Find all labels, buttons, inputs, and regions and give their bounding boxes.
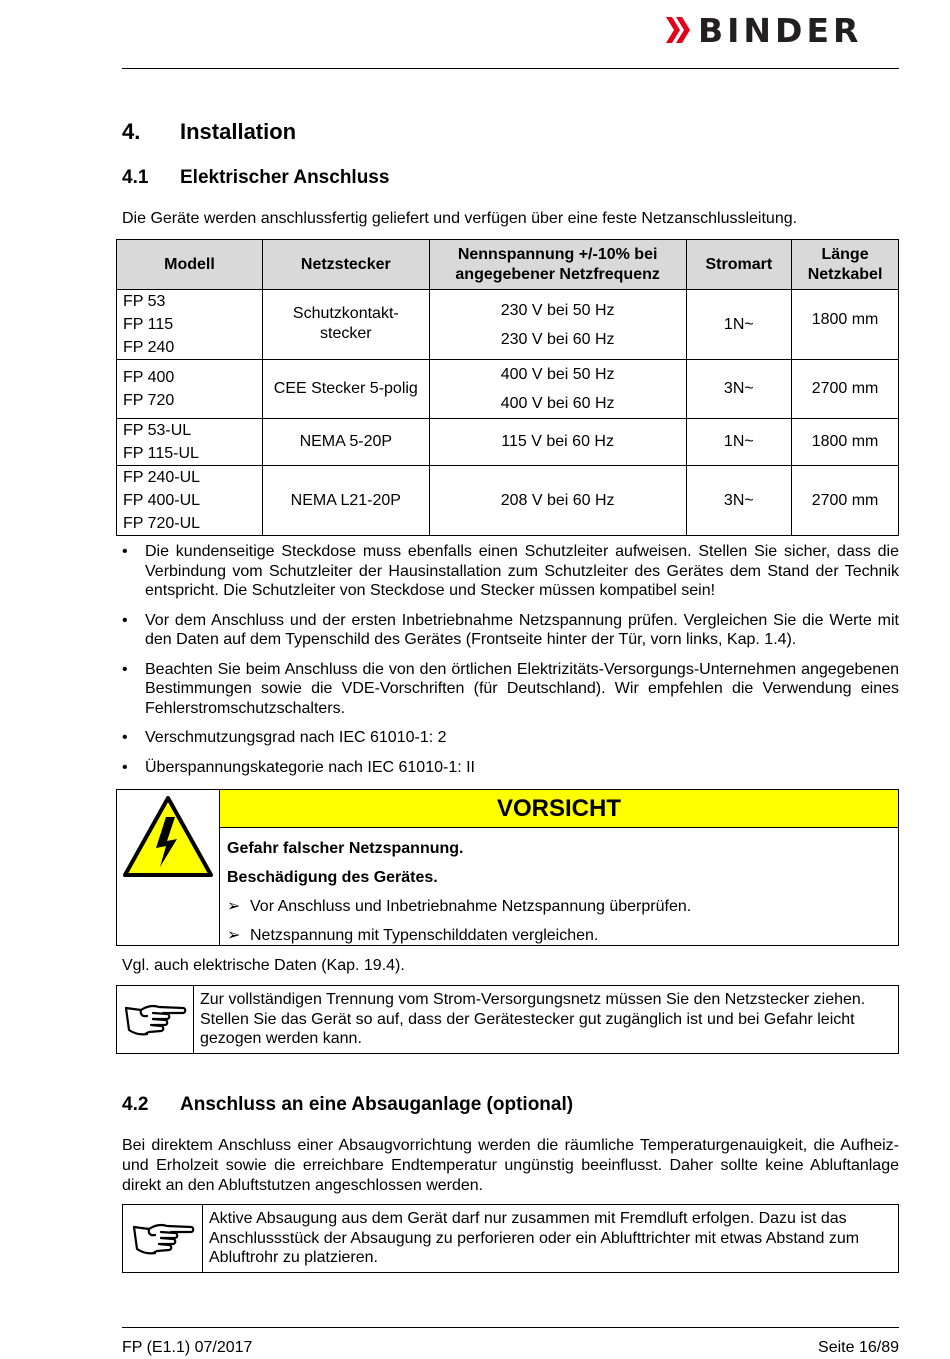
section-number: 4. [122, 119, 141, 144]
model-name: FP 720 [123, 392, 175, 409]
reference-text: Vgl. auch elektrische Daten (Kap. 19.4). [122, 957, 405, 974]
logo-text: BINDER [698, 10, 863, 50]
col-header-voltage: Nennspannung +/-10% bei angegebener Netzfrequenz [429, 240, 686, 290]
arrow-icon: ➢ [227, 927, 241, 944]
col-header-current: Stromart [686, 240, 792, 290]
subsection-title: Elektrischer Anschluss [180, 167, 390, 188]
col-header-cable-length: Länge Netzkabel [792, 240, 899, 290]
plug-cell: NEMA 5-20P [262, 419, 429, 466]
voltage-cell [429, 360, 686, 419]
electric-hazard-icon [122, 795, 214, 879]
header-rule [122, 68, 899, 69]
requirements-list [122, 542, 899, 787]
pointing-hand-icon [123, 1000, 187, 1040]
subsection-number: 4.2 [122, 1094, 149, 1115]
logo-arrow-icon [662, 13, 692, 47]
caution-step [227, 921, 892, 950]
col-header-model: Modell [117, 240, 263, 290]
plug-cell [262, 290, 429, 360]
voltage-value: 400 V bei 50 Hz [500, 366, 615, 383]
length-cell: 1800 mm [792, 290, 899, 360]
note-icon-cell [117, 986, 194, 1053]
caution-consequence: Beschädigung des Gerätes. [227, 869, 438, 886]
caution-hazard: Gefahr falscher Netzspannung. [227, 840, 464, 857]
footer-doc-id: FP (E1.1) 07/2017 [122, 1339, 253, 1356]
exhaust-paragraph: Bei direktem Anschluss einer Absaugvorrichtung werden die räumliche Temperaturgenauigkeit, die Aufheiz- und Erholzeit sowie die erreichbare Endtemperatur ungünstig beeinflusst. Daher sollte keine Abluftanlage direkt an den Abluftstutzen angeschlossen werden. [122, 1137, 899, 1194]
voltage-cell: 208 V bei 60 Hz [429, 466, 686, 536]
current-cell: 1N~ [686, 290, 792, 360]
list-item: • Vor dem Anschluss und der ersten Inbetriebnahme Netzspannung prüfen. Vergleichen Sie die Werte mit den Daten auf dem Typenschild des Gerätes (Frontseite hinter der Tür, vorn links, Kap. 1.4). [122, 611, 899, 650]
note-text: Zur vollständigen Trennung vom Strom-Versorgungsnetz müssen Sie den Netzstecker ziehen. Stellen Sie das Gerät so auf, dass der Gerätestecker gut zugänglich ist und bei Gefahr leicht gezogen werden kann. [200, 991, 866, 1047]
voltage-value: 400 V bei 60 Hz [500, 395, 615, 412]
subsection-number: 4.1 [122, 167, 149, 188]
table-row [117, 419, 899, 466]
table-row [117, 290, 899, 360]
note-text: Aktive Absaugung aus dem Gerät darf nur zusammen mit Fremdluft erfolgen. Dazu ist das Anschlussstück der Absaugung zu perforieren oder ein Ablufttrichter mit etwas Abstand zum Abluftrohr zu platzieren. [209, 1210, 860, 1266]
table-row [117, 360, 899, 419]
list-item: • Beachten Sie beim Anschluss die von den örtlichen Elektrizitäts-Versorgungs-Unternehmen angegebenen Bestimmungen sowie die VDE-Vorschriften (für Deutschland). Wir empfehlen die Verwendung eines Fehlerstromschutzschalters. [122, 660, 899, 719]
model-cell [117, 466, 263, 536]
caution-icon-cell [117, 790, 220, 945]
current-cell: 3N~ [686, 466, 792, 536]
model-name: FP 400-UL [123, 492, 201, 509]
plug-cell: NEMA L21-20P [262, 466, 429, 536]
list-item: • Überspannungskategorie nach IEC 61010-1: II [122, 758, 899, 778]
footer-rule [122, 1327, 899, 1328]
model-name: FP 53-UL [123, 422, 192, 439]
subsection-heading-4-1 [122, 167, 389, 189]
caution-step-text: Netzspannung mit Typenschilddaten vergleichen. [250, 927, 599, 944]
subsection-title: Anschluss an eine Absauganlage (optional) [180, 1094, 574, 1115]
caution-title: VORSICHT [220, 790, 898, 828]
list-item: • Die kundenseitige Steckdose muss ebenfalls einen Schutzleiter aufweisen. Stellen Sie sicher, dass die Verbindung vom Schutzleiter der Hausinstallation zum Schutzleiter des Gerätes dem Stand der Technik entspricht. Die Schutzleiter von Steckdose und Stecker müssen kompatibel sein! [122, 542, 899, 601]
pointing-hand-icon [131, 1219, 195, 1259]
list-item: • Verschmutzungsgrad nach IEC 61010-1: 2 [122, 728, 899, 748]
plug-name: Schutzkontakt-stecker [292, 305, 399, 342]
model-cell [117, 419, 263, 466]
model-name: FP 400 [123, 369, 175, 386]
model-cell [117, 360, 263, 419]
arrow-icon: ➢ [227, 898, 241, 915]
note-icon-cell [123, 1205, 203, 1272]
binder-logo [662, 12, 902, 48]
plug-cell: CEE Stecker 5-polig [262, 360, 429, 419]
caution-step-text: Vor Anschluss und Inbetriebnahme Netzspannung überprüfen. [250, 898, 692, 915]
electrical-spec-table [116, 239, 899, 536]
model-name: FP 115 [123, 316, 174, 333]
voltage-cell [429, 290, 686, 360]
model-name: FP 240 [123, 339, 175, 356]
caution-box [116, 789, 899, 946]
caution-body [227, 834, 892, 950]
length-cell: 1800 mm [792, 419, 899, 466]
subsection-heading-4-2 [122, 1094, 573, 1116]
model-name: FP 115-UL [123, 445, 199, 462]
table-header-row [117, 240, 899, 290]
length-cell: 2700 mm [792, 360, 899, 419]
voltage-cell: 115 V bei 60 Hz [429, 419, 686, 466]
model-name: FP 240-UL [123, 469, 201, 486]
caution-step [227, 892, 892, 921]
length-cell: 2700 mm [792, 466, 899, 536]
model-cell [117, 290, 263, 360]
current-cell: 1N~ [686, 419, 792, 466]
section-title: Installation [180, 119, 297, 144]
voltage-value: 230 V bei 50 Hz [500, 301, 615, 319]
model-name: FP 720-UL [123, 515, 201, 532]
note-box-exhaust [122, 1204, 899, 1273]
voltage-value: 230 V bei 60 Hz [500, 330, 615, 348]
col-header-plug: Netzstecker [262, 240, 429, 290]
table-row [117, 466, 899, 536]
model-name: FP 53 [123, 293, 166, 310]
current-cell: 3N~ [686, 360, 792, 419]
footer-page-number: Seite 16/89 [818, 1339, 899, 1356]
intro-paragraph: Die Geräte werden anschlussfertig geliefert und verfügen über eine feste Netzanschlussleitung. [122, 210, 798, 227]
section-heading [122, 119, 296, 145]
note-box-disconnect [116, 985, 899, 1054]
